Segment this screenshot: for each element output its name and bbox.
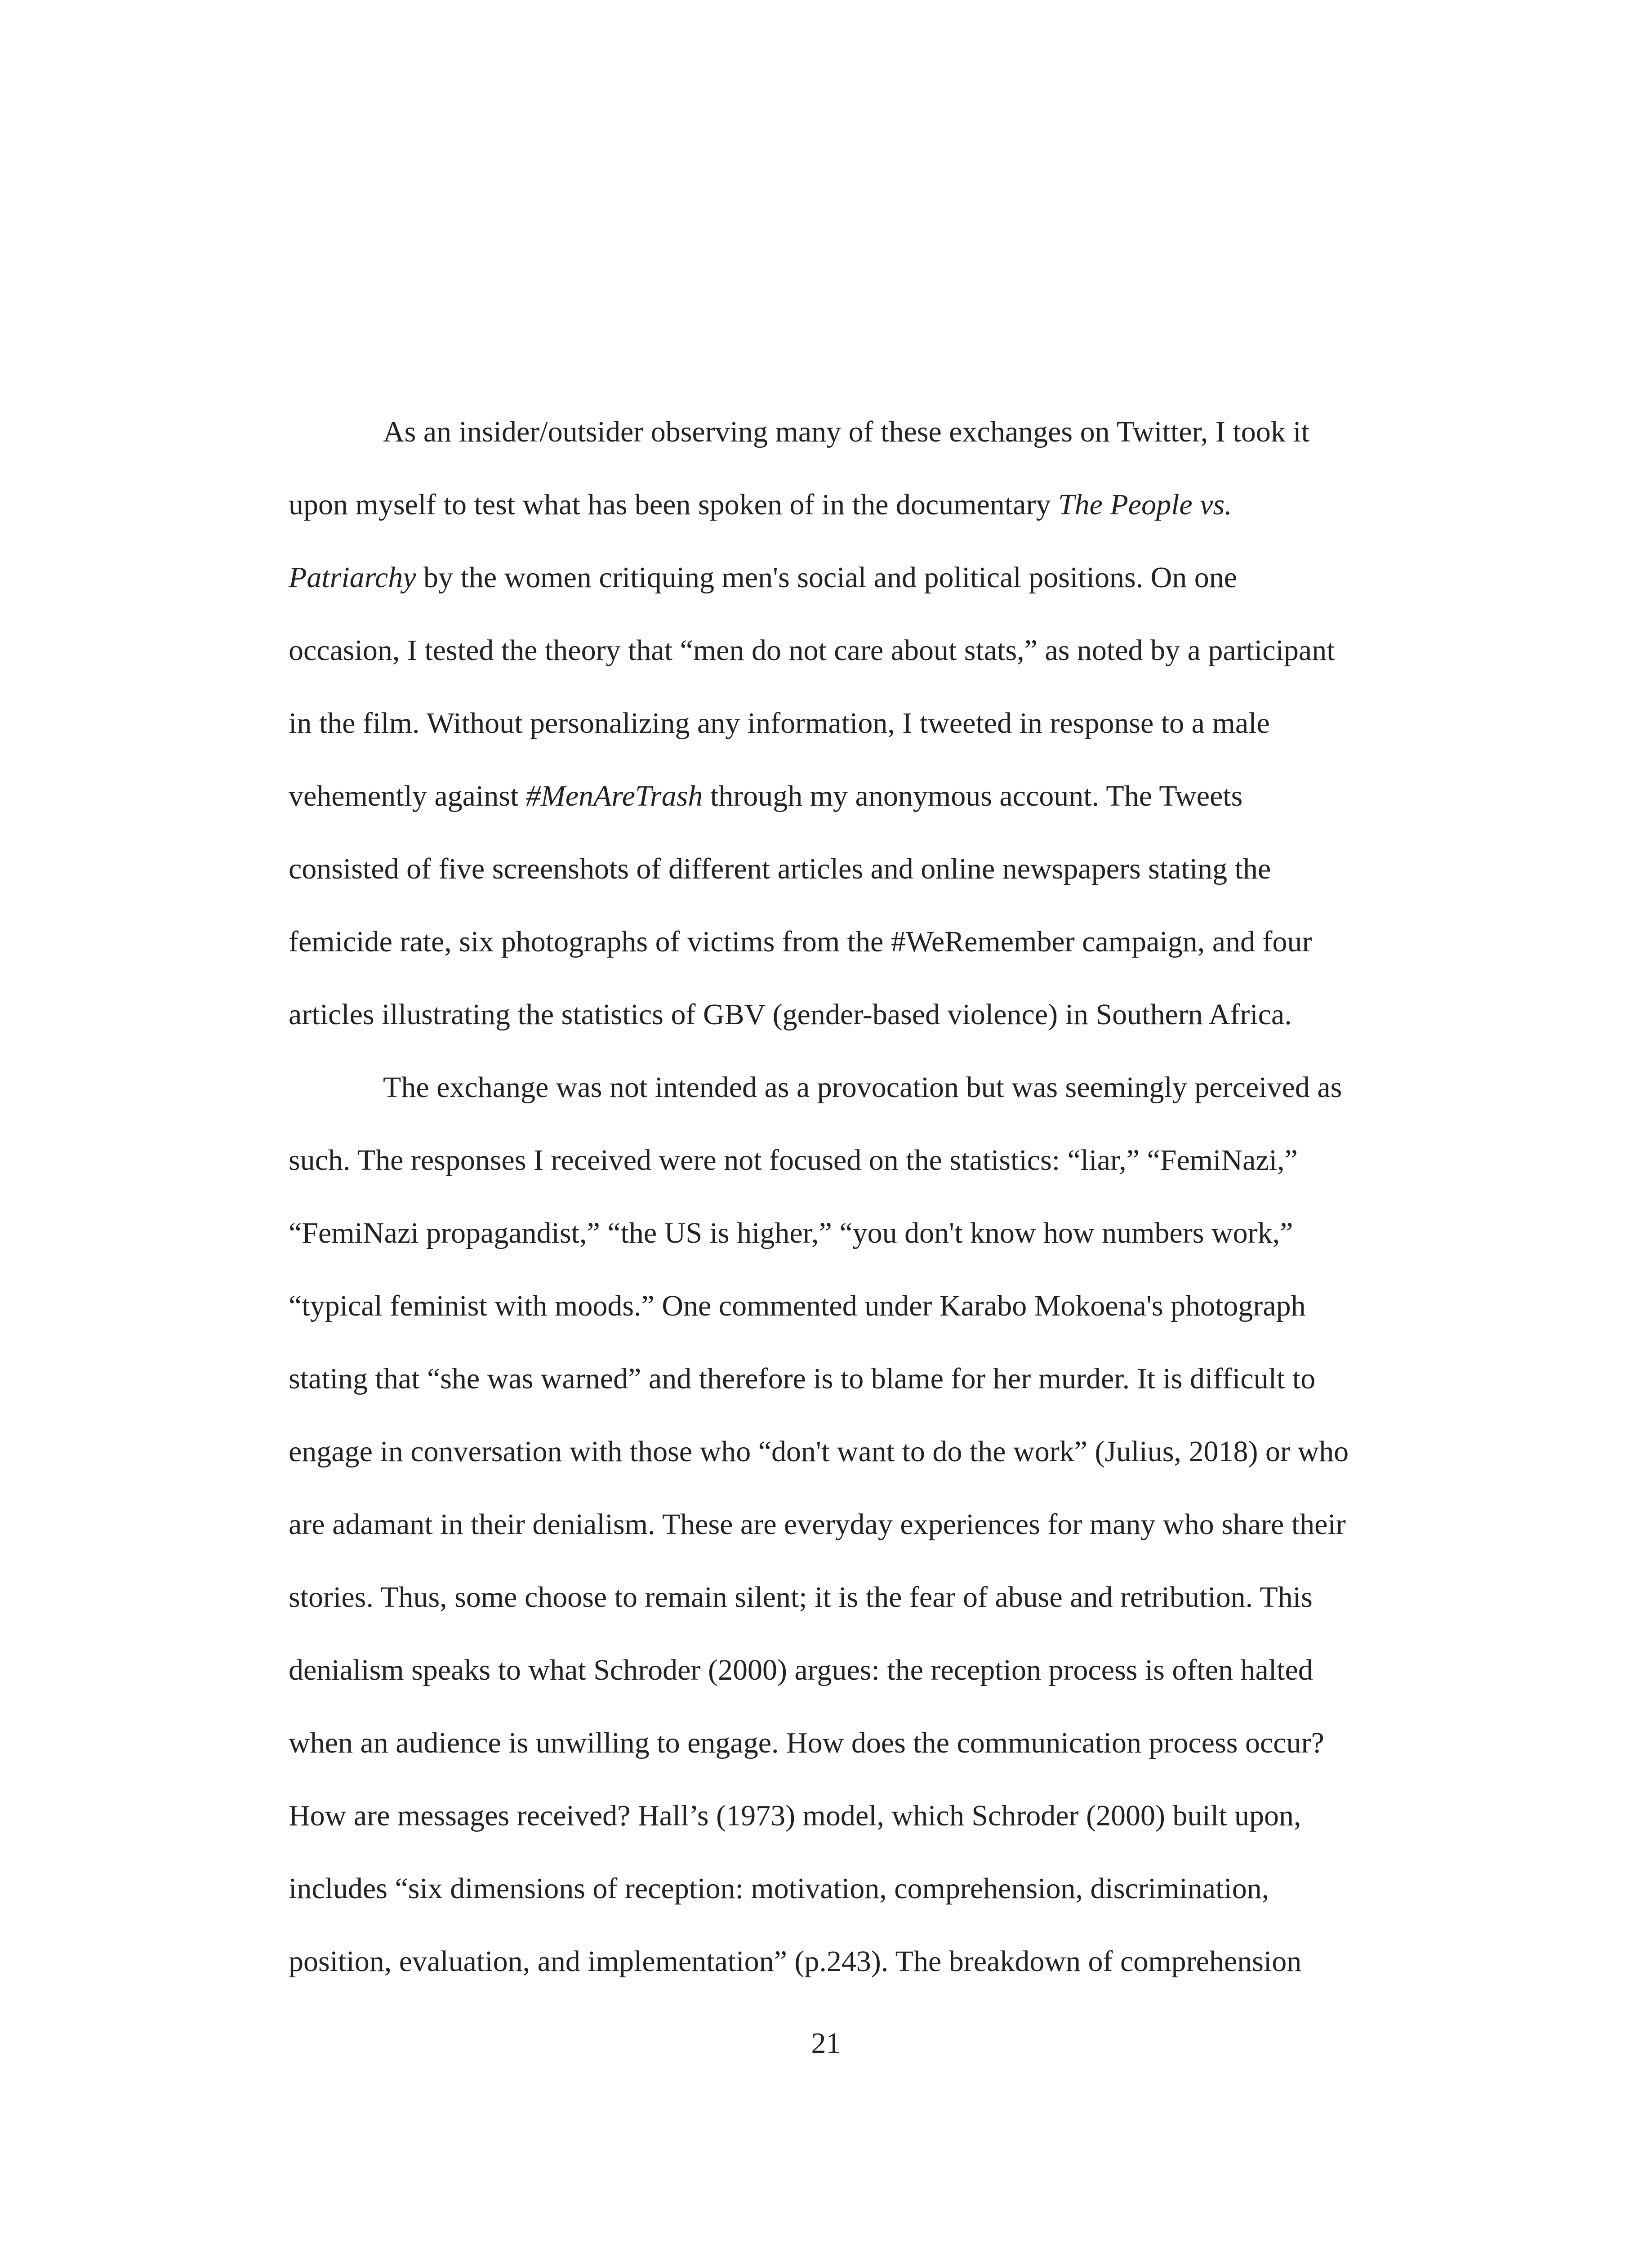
text-run: through my anonymous account. The Tweets	[703, 780, 1243, 812]
text-line	[289, 760, 1435, 833]
text-line: in the film. Without personalizing any information, I tweeted in response to a male	[289, 707, 1270, 740]
text-line: occasion, I tested the theory that “men do not care about stats,” as noted by a participant	[289, 634, 1335, 667]
text-run: vehemently against	[289, 780, 526, 812]
text-line: includes “six dimensions of reception: motivation, comprehension, discrimination,	[289, 1872, 1269, 1905]
text-line: position, evaluation, and implementation” (p.243). The breakdown of comprehension	[289, 1945, 1302, 1978]
paragraph-2	[289, 1051, 1435, 1998]
text-line: stories. Thus, some choose to remain silent; it is the fear of abuse and retribution. This	[289, 1581, 1313, 1614]
text-line	[289, 541, 1435, 614]
film-title-italic: Patriarchy	[289, 561, 416, 594]
text-run: by the women critiquing men's social and political positions. On one	[416, 561, 1238, 594]
text-line: femicide rate, six photographs of victims from the #WeRemember campaign, and four	[289, 925, 1312, 958]
page-number: 21	[811, 2027, 841, 2060]
text-line: “typical feminist with moods.” One commented under Karabo Mokoena's photograph	[289, 1289, 1306, 1322]
text-line: The exchange was not intended as a provocation but was seemingly perceived as	[383, 1071, 1342, 1104]
paragraph-1	[289, 396, 1435, 1051]
text-line: are adamant in their denialism. These are everyday experiences for many who share their	[289, 1508, 1346, 1541]
film-title-italic: The People vs.	[1058, 488, 1232, 521]
text-line: engage in conversation with those who “don't want to do the work” (Julius, 2018) or who	[289, 1435, 1349, 1468]
text-line: consisted of five screenshots of different articles and online newspapers stating the	[289, 852, 1271, 885]
body-text	[289, 396, 1435, 1998]
hashtag-italic: #MenAreTrash	[525, 780, 703, 812]
text-run: upon myself to test what has been spoken of in the documentary	[289, 488, 1058, 521]
text-line: “FemiNazi propagandist,” “the US is higher,” “you don't know how numbers work,”	[289, 1217, 1293, 1249]
text-line: denialism speaks to what Schroder (2000) argues: the reception process is often halted	[289, 1654, 1313, 1686]
text-line: How are messages received? Hall’s (1973) model, which Schroder (2000) built upon,	[289, 1799, 1301, 1832]
text-line: As an insider/outsider observing many of these exchanges on Twitter, I took it	[383, 415, 1309, 448]
text-line: such. The responses I received were not focused on the statistics: “liar,” “FemiNazi,”	[289, 1144, 1298, 1177]
text-line: when an audience is unwilling to engage. How does the communication process occur?	[289, 1726, 1324, 1759]
text-line	[289, 468, 1435, 541]
text-line: stating that “she was warned” and therefore is to blame for her murder. It is difficult to	[289, 1362, 1316, 1395]
text-line: articles illustrating the statistics of GBV (gender-based violence) in Southern Africa.	[289, 998, 1292, 1031]
